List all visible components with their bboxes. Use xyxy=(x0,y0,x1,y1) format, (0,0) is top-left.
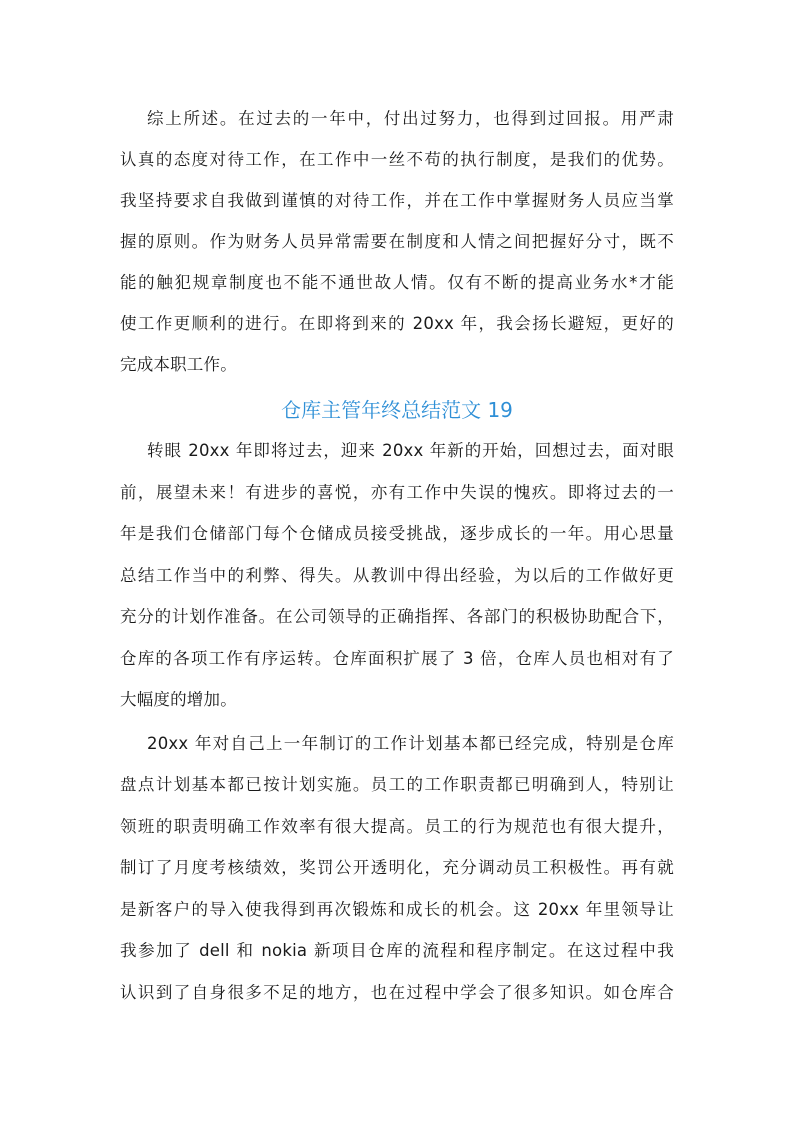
paragraph-line: 认识到了自身很多不足的地方，也在过程中学会了很多知识。如仓库合 xyxy=(120,983,674,1002)
section-heading: 仓库主管年终总结范文 19 xyxy=(281,398,513,422)
paragraph-line: 充分的计划作准备。在公司领导的正确指挥、各部门的积极协助配合下， xyxy=(120,607,674,626)
paragraph-line: 大幅度的增加。 xyxy=(120,690,237,709)
paragraph-line: 握的原则。作为财务人员异常需要在制度和人情之间把握好分寸，既不 xyxy=(120,232,674,251)
paragraph-line: 总结工作当中的利弊、得失。从教训中得出经验，为以后的工作做好更 xyxy=(120,566,674,585)
paragraph-line: 综上所述。在过去的一年中，付出过努力，也得到过回报。用严肃 xyxy=(147,109,674,128)
paragraph-line: 能的触犯规章制度也不能不通世故人情。仅有不断的提高业务水*才能 xyxy=(120,273,674,292)
paragraph-line: 使工作更顺利的进行。在即将到来的 20xx 年，我会扬长避短，更好的 xyxy=(120,314,674,333)
paragraph-line: 完成本职工作。 xyxy=(120,355,237,374)
paragraph-line: 是新客户的导入使我得到再次锻炼和成长的机会。这 20xx 年里领导让 xyxy=(120,900,674,919)
paragraph-line: 转眼 20xx 年即将过去，迎来 20xx 年新的开始，回想过去，面对眼 xyxy=(147,441,674,460)
paragraph-line: 我坚持要求自我做到谨慎的对待工作，并在工作中掌握财务人员应当掌 xyxy=(120,191,674,210)
paragraph-line: 认真的态度对待工作，在工作中一丝不苟的执行制度，是我们的优势。 xyxy=(120,150,674,169)
paragraph-line: 仓库的各项工作有序运转。仓库面积扩展了 3 倍，仓库人员也相对有了 xyxy=(120,649,674,668)
paragraph-line: 前，展望未来！有进步的喜悦，亦有工作中失误的愧疚。即将过去的一 xyxy=(120,483,674,502)
paragraph-line: 制订了月度考核绩效，奖罚公开透明化，充分调动员工积极性。再有就 xyxy=(120,858,674,877)
paragraph-line: 领班的职责明确工作效率有很大提高。员工的行为规范也有很大提升， xyxy=(120,817,674,836)
paragraph-line: 20xx 年对自己上一年制订的工作计划基本都已经完成，特别是仓库 xyxy=(147,734,674,753)
paragraph-line: 盘点计划基本都已按计划实施。员工的工作职责都已明确到人，特别让 xyxy=(120,775,674,794)
paragraph-line: 我参加了 dell 和 nokia 新项目仓库的流程和程序制定。在这过程中我 xyxy=(120,941,674,960)
paragraph-line: 年是我们仓储部门每个仓储成员接受挑战，逐步成长的一年。用心思量 xyxy=(120,524,674,543)
